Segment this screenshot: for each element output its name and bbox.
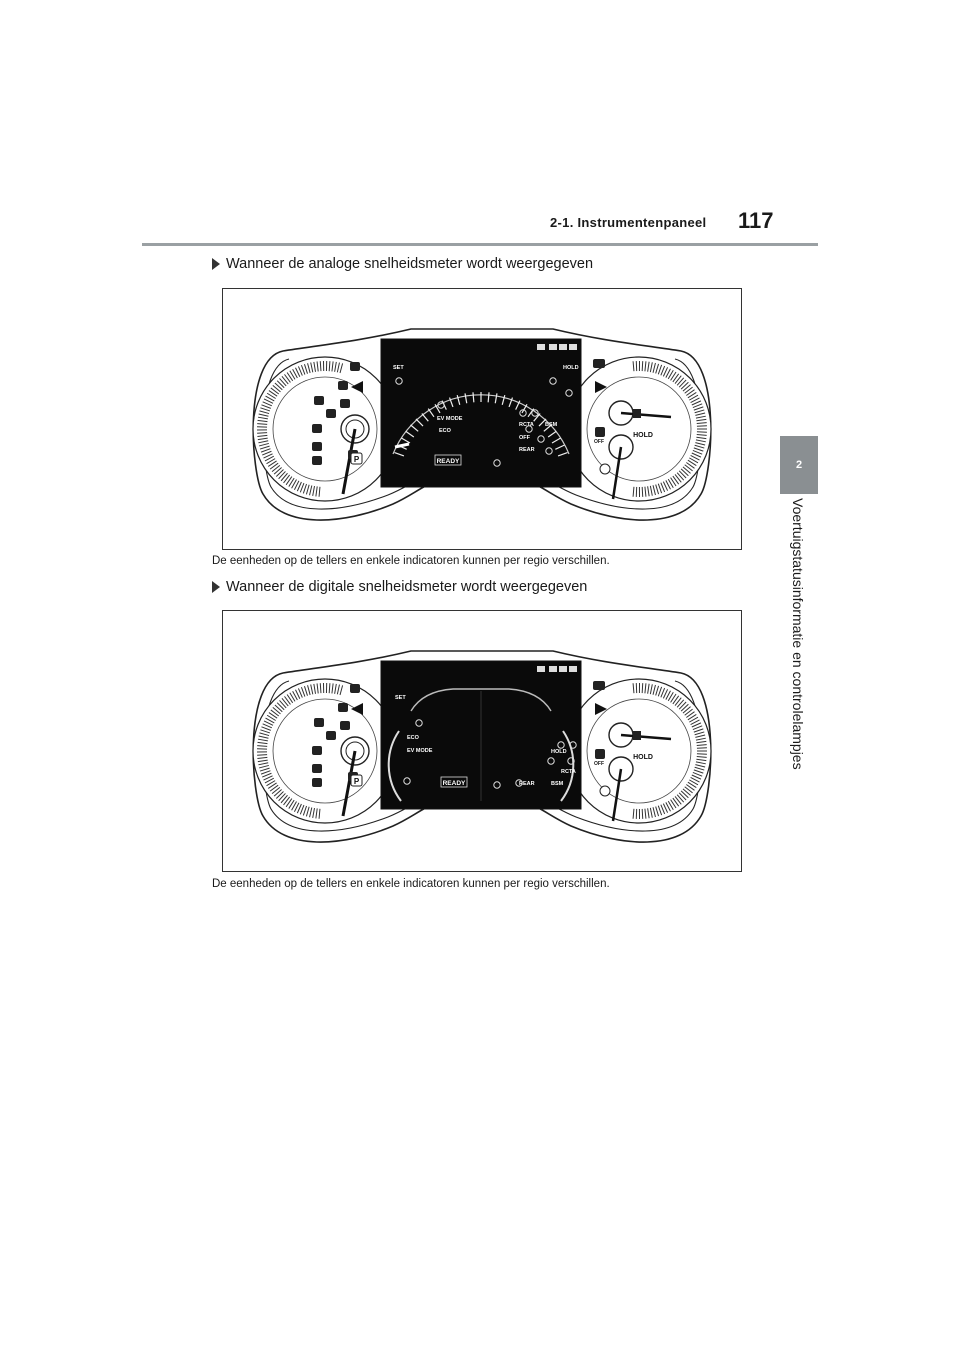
figure-heading-analog bbox=[212, 256, 593, 272]
center-display bbox=[381, 339, 581, 487]
lamp-indicator-icon bbox=[537, 344, 545, 350]
warning-indicator-icon bbox=[350, 684, 360, 693]
warning-indicator-icon bbox=[312, 764, 322, 773]
ev-mode-label: EV MODE bbox=[437, 416, 463, 422]
eco-label: ECO bbox=[407, 735, 419, 741]
brake-hold-label: HOLD bbox=[633, 432, 653, 439]
heading-text: Wanneer de analoge snelheidsmeter wordt weergegeven bbox=[226, 256, 594, 272]
warning-indicator-icon bbox=[326, 409, 336, 418]
warning-indicator-icon bbox=[312, 456, 322, 465]
warning-indicator-icon bbox=[338, 703, 348, 712]
right-gauge bbox=[567, 679, 711, 823]
ready-indicator-label: READY bbox=[442, 780, 466, 787]
right-gauge-rim bbox=[567, 357, 711, 501]
lamp-indicator-icon bbox=[537, 666, 545, 672]
ev-mode-label: EV MODE bbox=[407, 748, 433, 754]
off-label: OFF bbox=[519, 435, 530, 441]
figure-heading-digital bbox=[212, 579, 587, 595]
park-indicator-label: P bbox=[353, 777, 360, 786]
triangle-bullet-icon bbox=[212, 581, 220, 593]
set-label: SET bbox=[393, 365, 404, 371]
indicator-circle bbox=[600, 786, 610, 796]
figure-caption: De eenheden op de tellers en enkele indicatoren kunnen per regio verschillen. bbox=[212, 878, 610, 890]
left-gauge-rim bbox=[253, 679, 397, 823]
vsc-off-icon bbox=[595, 749, 605, 759]
chapter-title-vertical bbox=[738, 498, 858, 798]
e-hold-label: HOLD bbox=[563, 365, 579, 371]
lamp-indicator-icon bbox=[559, 344, 567, 350]
section-title: 2-1. Instrumentenpaneel bbox=[550, 215, 707, 230]
multi-info-display bbox=[381, 339, 581, 487]
lamp-indicator-icon bbox=[549, 344, 557, 350]
lamp-indicator-icon bbox=[549, 666, 557, 672]
warning-indicator-icon bbox=[312, 746, 322, 755]
warning-indicator-icon bbox=[326, 731, 336, 740]
digital-cluster-illustration bbox=[222, 610, 742, 872]
e-hold-label: HOLD bbox=[551, 749, 567, 755]
warning-indicator-icon bbox=[350, 362, 360, 371]
brake-hold-label: HOLD bbox=[633, 754, 653, 761]
analog-cluster-illustration bbox=[222, 288, 742, 550]
heading-text: Wanneer de digitale snelheidsmeter wordt weergegeven bbox=[226, 579, 588, 595]
eco-label: ECO bbox=[439, 428, 451, 434]
rear-label: REAR bbox=[519, 447, 535, 453]
warning-indicator-icon bbox=[312, 424, 322, 433]
vsc-off-label: OFF bbox=[594, 761, 604, 767]
rcta-label: RCTA bbox=[519, 422, 534, 428]
warning-indicator-icon bbox=[340, 721, 350, 730]
cluster-svg bbox=[223, 611, 741, 871]
chapter-title: Voertuigstatusinformatie en controlelampjes bbox=[790, 498, 806, 770]
vsc-off-label: OFF bbox=[594, 439, 604, 445]
fuel-icon bbox=[633, 409, 641, 418]
chapter-number: 2 bbox=[795, 459, 803, 471]
triangle-bullet-icon bbox=[212, 258, 220, 270]
chapter-tab bbox=[780, 436, 818, 494]
warning-indicator-icon bbox=[314, 718, 324, 727]
bsm-label: BSM bbox=[545, 422, 558, 428]
left-gauge-rim bbox=[253, 357, 397, 501]
fuel-icon bbox=[633, 731, 641, 740]
warning-indicator-icon bbox=[312, 778, 322, 787]
ready-indicator-label: READY bbox=[436, 458, 460, 465]
cluster-svg bbox=[223, 289, 741, 549]
indicator-circle bbox=[600, 464, 610, 474]
center-display bbox=[381, 661, 581, 809]
right-gauge bbox=[567, 357, 711, 501]
vsc-off-icon bbox=[595, 427, 605, 437]
rear-label: REAR bbox=[519, 781, 535, 787]
brake-warning-icon bbox=[593, 681, 605, 690]
page-number: 117 bbox=[738, 208, 774, 233]
lamp-indicator-icon bbox=[569, 344, 577, 350]
warning-indicator-icon bbox=[314, 396, 324, 405]
park-indicator-label: P bbox=[353, 455, 360, 464]
bsm-label: BSM bbox=[551, 781, 564, 787]
brake-warning-icon bbox=[593, 359, 605, 368]
figure-caption: De eenheden op de tellers en enkele indicatoren kunnen per regio verschillen. bbox=[212, 555, 610, 567]
set-label: SET bbox=[395, 695, 406, 701]
left-gauge bbox=[253, 357, 397, 501]
warning-indicator-icon bbox=[340, 399, 350, 408]
rcta-label: RCTA bbox=[561, 769, 576, 775]
warning-indicator-icon bbox=[312, 442, 322, 451]
left-gauge bbox=[253, 679, 397, 823]
warning-indicator-icon bbox=[338, 381, 348, 390]
right-gauge-rim bbox=[567, 679, 711, 823]
lamp-indicator-icon bbox=[569, 666, 577, 672]
lamp-indicator-icon bbox=[559, 666, 567, 672]
header-divider bbox=[142, 243, 818, 246]
